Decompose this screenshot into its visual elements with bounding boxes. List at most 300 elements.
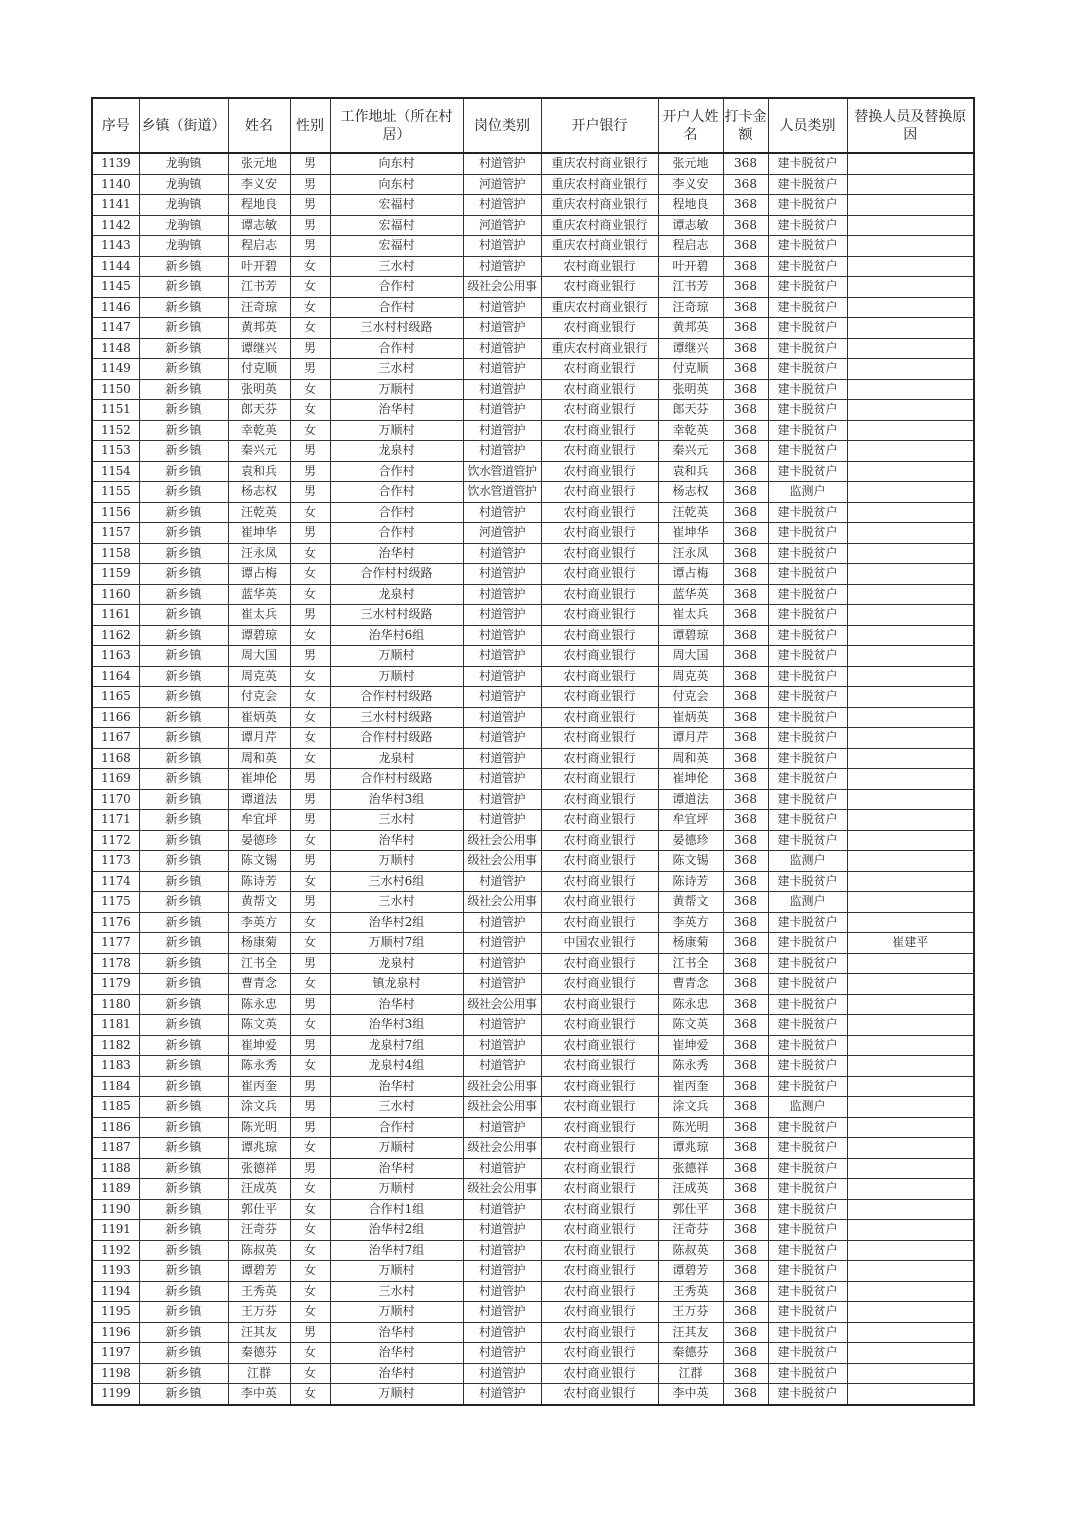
amount-cell: 368 <box>723 584 768 605</box>
bank-cell: 重庆农村商业银行 <box>541 215 658 236</box>
work-address-cell: 万顺村 <box>330 1179 463 1200</box>
work-address-cell: 合作村 <box>330 523 463 544</box>
person-category-cell: 建卡脱贫户 <box>768 1302 847 1323</box>
township-cell: 龙驹镇 <box>139 153 228 174</box>
name-cell: 汪乾英 <box>228 502 290 523</box>
work-address-cell: 三水村 <box>330 359 463 380</box>
account-holder-cell: 李义安 <box>658 174 723 195</box>
table-row <box>92 482 974 503</box>
person-category-cell: 建卡脱贫户 <box>768 769 847 790</box>
township-cell: 新乡镇 <box>139 1240 228 1261</box>
seq-cell: 1153 <box>92 441 139 462</box>
post-type-cell: 村道管护 <box>463 707 541 728</box>
seq-cell: 1155 <box>92 482 139 503</box>
bank-cell: 农村商业银行 <box>541 1322 658 1343</box>
seq-cell: 1177 <box>92 933 139 954</box>
post-type-cell: 村道管护 <box>463 543 541 564</box>
replacement-cell <box>847 215 974 236</box>
table-row <box>92 1117 974 1138</box>
gender-cell: 男 <box>290 646 330 667</box>
bank-cell: 农村商业银行 <box>541 1199 658 1220</box>
person-category-cell: 建卡脱贫户 <box>768 605 847 626</box>
account-holder-cell: 周大国 <box>658 646 723 667</box>
seq-cell: 1187 <box>92 1138 139 1159</box>
account-holder-cell: 王秀英 <box>658 1281 723 1302</box>
bank-cell: 农村商业银行 <box>541 564 658 585</box>
seq-cell: 1180 <box>92 994 139 1015</box>
post-type-cell: 村道管护 <box>463 1015 541 1036</box>
gender-cell: 男 <box>290 1158 330 1179</box>
table-row <box>92 420 974 441</box>
replacement-cell <box>847 1220 974 1241</box>
work-address-cell: 三水村 <box>330 1097 463 1118</box>
person-category-cell: 建卡脱贫户 <box>768 338 847 359</box>
amount-cell: 368 <box>723 687 768 708</box>
township-cell: 新乡镇 <box>139 379 228 400</box>
account-holder-cell: 张明英 <box>658 379 723 400</box>
gender-cell: 女 <box>290 830 330 851</box>
amount-cell: 368 <box>723 789 768 810</box>
name-cell: 晏德珍 <box>228 830 290 851</box>
township-cell: 新乡镇 <box>139 830 228 851</box>
township-cell: 新乡镇 <box>139 707 228 728</box>
bank-cell: 农村商业银行 <box>541 748 658 769</box>
person-category-cell: 建卡脱贫户 <box>768 1138 847 1159</box>
work-address-cell: 合作村 <box>330 482 463 503</box>
post-type-cell: 级社会公用事 <box>463 1179 541 1200</box>
person-category-cell: 建卡脱贫户 <box>768 1384 847 1405</box>
post-type-cell: 村道管护 <box>463 687 541 708</box>
post-type-cell: 村道管护 <box>463 625 541 646</box>
post-type-cell: 河道管护 <box>463 215 541 236</box>
replacement-cell <box>847 1302 974 1323</box>
table-row <box>92 461 974 482</box>
replacement-cell <box>847 605 974 626</box>
gender-cell: 女 <box>290 871 330 892</box>
table-row <box>92 1056 974 1077</box>
seq-cell: 1145 <box>92 277 139 298</box>
amount-cell: 368 <box>723 174 768 195</box>
replacement-cell <box>847 1076 974 1097</box>
account-holder-cell: 曹青念 <box>658 974 723 995</box>
township-cell: 新乡镇 <box>139 318 228 339</box>
bank-cell: 农村商业银行 <box>541 1343 658 1364</box>
work-address-cell: 万顺村 <box>330 646 463 667</box>
person-category-cell: 监测户 <box>768 482 847 503</box>
post-type-cell: 村道管护 <box>463 564 541 585</box>
bank-cell: 农村商业银行 <box>541 1076 658 1097</box>
account-holder-cell: 王万芬 <box>658 1302 723 1323</box>
amount-cell: 368 <box>723 1015 768 1036</box>
header-name: 姓名 <box>228 98 290 153</box>
account-holder-cell: 蓝华英 <box>658 584 723 605</box>
amount-cell: 368 <box>723 215 768 236</box>
post-type-cell: 村道管护 <box>463 1302 541 1323</box>
township-cell: 新乡镇 <box>139 1343 228 1364</box>
gender-cell: 男 <box>290 994 330 1015</box>
account-holder-cell: 汪永凤 <box>658 543 723 564</box>
post-type-cell: 村道管护 <box>463 338 541 359</box>
bank-cell: 农村商业银行 <box>541 1097 658 1118</box>
amount-cell: 368 <box>723 1035 768 1056</box>
township-cell: 新乡镇 <box>139 748 228 769</box>
bank-cell: 农村商业银行 <box>541 1220 658 1241</box>
bank-cell: 重庆农村商业银行 <box>541 195 658 216</box>
header-post-type: 岗位类别 <box>463 98 541 153</box>
amount-cell: 368 <box>723 277 768 298</box>
replacement-cell <box>847 441 974 462</box>
amount-cell: 368 <box>723 1179 768 1200</box>
account-holder-cell: 涂文兵 <box>658 1097 723 1118</box>
township-cell: 新乡镇 <box>139 1179 228 1200</box>
post-type-cell: 村道管护 <box>463 420 541 441</box>
post-type-cell: 村道管护 <box>463 748 541 769</box>
name-cell: 秦德芬 <box>228 1343 290 1364</box>
table-row <box>92 543 974 564</box>
township-cell: 新乡镇 <box>139 789 228 810</box>
work-address-cell: 治华村2组 <box>330 912 463 933</box>
bank-cell: 农村商业银行 <box>541 687 658 708</box>
gender-cell: 女 <box>290 933 330 954</box>
seq-cell: 1169 <box>92 769 139 790</box>
seq-cell: 1164 <box>92 666 139 687</box>
name-cell: 谭兆琼 <box>228 1138 290 1159</box>
work-address-cell: 万顺村 <box>330 851 463 872</box>
gender-cell: 女 <box>290 379 330 400</box>
post-type-cell: 饮水管道管护 <box>463 482 541 503</box>
work-address-cell: 合作村 <box>330 338 463 359</box>
account-holder-cell: 陈光明 <box>658 1117 723 1138</box>
amount-cell: 368 <box>723 769 768 790</box>
bank-cell: 农村商业银行 <box>541 584 658 605</box>
township-cell: 新乡镇 <box>139 1035 228 1056</box>
account-holder-cell: 崔坤爱 <box>658 1035 723 1056</box>
bank-cell: 农村商业银行 <box>541 646 658 667</box>
account-holder-cell: 张元地 <box>658 153 723 174</box>
header-gender: 性别 <box>290 98 330 153</box>
seq-cell: 1199 <box>92 1384 139 1405</box>
township-cell: 新乡镇 <box>139 933 228 954</box>
township-cell: 新乡镇 <box>139 564 228 585</box>
post-type-cell: 村道管护 <box>463 318 541 339</box>
seq-cell: 1173 <box>92 851 139 872</box>
seq-cell: 1190 <box>92 1199 139 1220</box>
work-address-cell: 万顺村 <box>330 420 463 441</box>
replacement-cell: 崔建平 <box>847 933 974 954</box>
replacement-cell <box>847 564 974 585</box>
post-type-cell: 村道管护 <box>463 1281 541 1302</box>
header-work-address: 工作地址（所在村居） <box>330 98 463 153</box>
township-cell: 新乡镇 <box>139 871 228 892</box>
seq-cell: 1198 <box>92 1363 139 1384</box>
township-cell: 新乡镇 <box>139 482 228 503</box>
bank-cell: 农村商业银行 <box>541 1138 658 1159</box>
replacement-cell <box>847 502 974 523</box>
work-address-cell: 治华村 <box>330 1158 463 1179</box>
post-type-cell: 饮水管道管护 <box>463 461 541 482</box>
seq-cell: 1174 <box>92 871 139 892</box>
person-category-cell: 建卡脱贫户 <box>768 1056 847 1077</box>
name-cell: 谭碧芳 <box>228 1261 290 1282</box>
seq-cell: 1184 <box>92 1076 139 1097</box>
amount-cell: 368 <box>723 543 768 564</box>
amount-cell: 368 <box>723 441 768 462</box>
seq-cell: 1151 <box>92 400 139 421</box>
seq-cell: 1143 <box>92 236 139 257</box>
township-cell: 新乡镇 <box>139 1384 228 1405</box>
seq-cell: 1178 <box>92 953 139 974</box>
work-address-cell: 向东村 <box>330 153 463 174</box>
amount-cell: 368 <box>723 830 768 851</box>
amount-cell: 368 <box>723 1240 768 1261</box>
township-cell: 新乡镇 <box>139 625 228 646</box>
work-address-cell: 三水村 <box>330 810 463 831</box>
amount-cell: 368 <box>723 974 768 995</box>
table-row <box>92 646 974 667</box>
person-category-cell: 建卡脱贫户 <box>768 359 847 380</box>
replacement-cell <box>847 1199 974 1220</box>
gender-cell: 男 <box>290 482 330 503</box>
bank-cell: 农村商业银行 <box>541 482 658 503</box>
amount-cell: 368 <box>723 1097 768 1118</box>
bank-cell: 重庆农村商业银行 <box>541 297 658 318</box>
township-cell: 新乡镇 <box>139 1199 228 1220</box>
gender-cell: 男 <box>290 1035 330 1056</box>
township-cell: 新乡镇 <box>139 1138 228 1159</box>
work-address-cell: 治华村 <box>330 1076 463 1097</box>
township-cell: 新乡镇 <box>139 728 228 749</box>
work-address-cell: 治华村3组 <box>330 789 463 810</box>
seq-cell: 1158 <box>92 543 139 564</box>
amount-cell: 368 <box>723 666 768 687</box>
seq-cell: 1147 <box>92 318 139 339</box>
bank-cell: 农村商业银行 <box>541 912 658 933</box>
person-category-cell: 建卡脱贫户 <box>768 1117 847 1138</box>
name-cell: 秦兴元 <box>228 441 290 462</box>
gender-cell: 男 <box>290 789 330 810</box>
table-row <box>92 830 974 851</box>
name-cell: 李中英 <box>228 1384 290 1405</box>
table-row <box>92 1158 974 1179</box>
account-holder-cell: 谭碧芳 <box>658 1261 723 1282</box>
name-cell: 涂文兵 <box>228 1097 290 1118</box>
personnel-table <box>91 97 975 1406</box>
township-cell: 新乡镇 <box>139 1117 228 1138</box>
replacement-cell <box>847 1158 974 1179</box>
work-address-cell: 宏福村 <box>330 195 463 216</box>
account-holder-cell: 郭仕平 <box>658 1199 723 1220</box>
replacement-cell <box>847 687 974 708</box>
work-address-cell: 龙泉村 <box>330 953 463 974</box>
name-cell: 杨志权 <box>228 482 290 503</box>
bank-cell: 重庆农村商业银行 <box>541 153 658 174</box>
seq-cell: 1179 <box>92 974 139 995</box>
amount-cell: 368 <box>723 728 768 749</box>
table-row <box>92 871 974 892</box>
replacement-cell <box>847 707 974 728</box>
replacement-cell <box>847 318 974 339</box>
header-account-holder: 开户人姓名 <box>658 98 723 153</box>
work-address-cell: 宏福村 <box>330 215 463 236</box>
township-cell: 新乡镇 <box>139 502 228 523</box>
bank-cell: 农村商业银行 <box>541 277 658 298</box>
account-holder-cell: 江书全 <box>658 953 723 974</box>
table-row <box>92 338 974 359</box>
account-holder-cell: 陈叔英 <box>658 1240 723 1261</box>
township-cell: 新乡镇 <box>139 441 228 462</box>
table-row <box>92 379 974 400</box>
township-cell: 新乡镇 <box>139 1281 228 1302</box>
post-type-cell: 村道管护 <box>463 1158 541 1179</box>
amount-cell: 368 <box>723 953 768 974</box>
township-cell: 新乡镇 <box>139 359 228 380</box>
work-address-cell: 三水村村级路 <box>330 707 463 728</box>
post-type-cell: 村道管护 <box>463 1261 541 1282</box>
post-type-cell: 村道管护 <box>463 1363 541 1384</box>
table-row <box>92 1322 974 1343</box>
name-cell: 汪奇琼 <box>228 297 290 318</box>
account-holder-cell: 陈文锡 <box>658 851 723 872</box>
table-row <box>92 400 974 421</box>
gender-cell: 女 <box>290 1179 330 1200</box>
work-address-cell: 合作村 <box>330 1117 463 1138</box>
bank-cell: 重庆农村商业银行 <box>541 174 658 195</box>
post-type-cell: 村道管护 <box>463 953 541 974</box>
table-row <box>92 1261 974 1282</box>
account-holder-cell: 杨康菊 <box>658 933 723 954</box>
table-row <box>92 1179 974 1200</box>
gender-cell: 女 <box>290 297 330 318</box>
seq-cell: 1154 <box>92 461 139 482</box>
person-category-cell: 建卡脱贫户 <box>768 461 847 482</box>
account-holder-cell: 陈诗芳 <box>658 871 723 892</box>
replacement-cell <box>847 1343 974 1364</box>
bank-cell: 农村商业银行 <box>541 789 658 810</box>
post-type-cell: 级社会公用事 <box>463 277 541 298</box>
work-address-cell: 万顺村 <box>330 666 463 687</box>
seq-cell: 1172 <box>92 830 139 851</box>
amount-cell: 368 <box>723 1281 768 1302</box>
account-holder-cell: 谭碧琼 <box>658 625 723 646</box>
person-category-cell: 建卡脱贫户 <box>768 707 847 728</box>
account-holder-cell: 汪其友 <box>658 1322 723 1343</box>
amount-cell: 368 <box>723 318 768 339</box>
gender-cell: 女 <box>290 1199 330 1220</box>
bank-cell: 农村商业银行 <box>541 728 658 749</box>
work-address-cell: 治华村 <box>330 1322 463 1343</box>
replacement-cell <box>847 461 974 482</box>
work-address-cell: 万顺村 <box>330 1138 463 1159</box>
name-cell: 张德祥 <box>228 1158 290 1179</box>
name-cell: 李英方 <box>228 912 290 933</box>
person-category-cell: 建卡脱贫户 <box>768 871 847 892</box>
account-holder-cell: 叶开碧 <box>658 256 723 277</box>
account-holder-cell: 崔丙奎 <box>658 1076 723 1097</box>
person-category-cell: 建卡脱贫户 <box>768 1220 847 1241</box>
table-row <box>92 1097 974 1118</box>
work-address-cell: 治华村6组 <box>330 625 463 646</box>
name-cell: 崔坤爱 <box>228 1035 290 1056</box>
gender-cell: 男 <box>290 605 330 626</box>
post-type-cell: 村道管护 <box>463 646 541 667</box>
name-cell: 李义安 <box>228 174 290 195</box>
gender-cell: 男 <box>290 195 330 216</box>
seq-cell: 1170 <box>92 789 139 810</box>
table-row <box>92 933 974 954</box>
name-cell: 付克会 <box>228 687 290 708</box>
township-cell: 新乡镇 <box>139 1261 228 1282</box>
work-address-cell: 合作村村级路 <box>330 687 463 708</box>
name-cell: 江书全 <box>228 953 290 974</box>
post-type-cell: 村道管护 <box>463 1220 541 1241</box>
header-person-category: 人员类别 <box>768 98 847 153</box>
table-header <box>92 98 974 153</box>
township-cell: 新乡镇 <box>139 297 228 318</box>
seq-cell: 1149 <box>92 359 139 380</box>
name-cell: 牟宜坪 <box>228 810 290 831</box>
bank-cell: 农村商业银行 <box>541 523 658 544</box>
gender-cell: 女 <box>290 707 330 728</box>
person-category-cell: 建卡脱贫户 <box>768 584 847 605</box>
township-cell: 龙驹镇 <box>139 215 228 236</box>
replacement-cell <box>847 1015 974 1036</box>
post-type-cell: 村道管护 <box>463 912 541 933</box>
gender-cell: 男 <box>290 851 330 872</box>
table-row <box>92 195 974 216</box>
bank-cell: 农村商业银行 <box>541 974 658 995</box>
post-type-cell: 村道管护 <box>463 584 541 605</box>
replacement-cell <box>847 953 974 974</box>
amount-cell: 368 <box>723 707 768 728</box>
seq-cell: 1163 <box>92 646 139 667</box>
amount-cell: 368 <box>723 1076 768 1097</box>
name-cell: 王秀英 <box>228 1281 290 1302</box>
table-row <box>92 441 974 462</box>
township-cell: 新乡镇 <box>139 1220 228 1241</box>
header-replacement: 替换人员及替换原因 <box>847 98 974 153</box>
table-row <box>92 502 974 523</box>
replacement-cell <box>847 359 974 380</box>
amount-cell: 368 <box>723 912 768 933</box>
bank-cell: 农村商业银行 <box>541 1035 658 1056</box>
name-cell: 陈文锡 <box>228 851 290 872</box>
person-category-cell: 建卡脱贫户 <box>768 153 847 174</box>
seq-cell: 1168 <box>92 748 139 769</box>
name-cell: 黄帮文 <box>228 892 290 913</box>
account-holder-cell: 谭志敏 <box>658 215 723 236</box>
post-type-cell: 村道管护 <box>463 1199 541 1220</box>
table-row <box>92 953 974 974</box>
replacement-cell <box>847 851 974 872</box>
bank-cell: 农村商业银行 <box>541 420 658 441</box>
work-address-cell: 三水村6组 <box>330 871 463 892</box>
table-row <box>92 1035 974 1056</box>
replacement-cell <box>847 1179 974 1200</box>
table-row <box>92 277 974 298</box>
amount-cell: 368 <box>723 523 768 544</box>
person-category-cell: 建卡脱贫户 <box>768 379 847 400</box>
amount-cell: 368 <box>723 1138 768 1159</box>
post-type-cell: 村道管护 <box>463 728 541 749</box>
name-cell: 崔炳英 <box>228 707 290 728</box>
amount-cell: 368 <box>723 851 768 872</box>
gender-cell: 男 <box>290 338 330 359</box>
gender-cell: 男 <box>290 1097 330 1118</box>
table-row <box>92 707 974 728</box>
post-type-cell: 村道管护 <box>463 379 541 400</box>
replacement-cell <box>847 1035 974 1056</box>
name-cell: 叶开碧 <box>228 256 290 277</box>
